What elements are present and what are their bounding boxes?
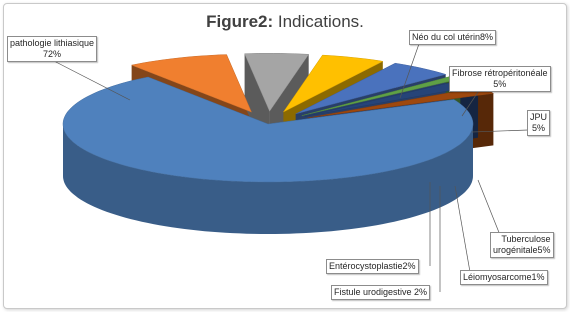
title-prefix: Figure2: [206, 12, 274, 31]
label-neo-du-col-uterin-text: Néo du col utérin8% [412, 32, 494, 42]
label-leiomyosarcome [460, 270, 548, 285]
label-fistule-urodigestive-text: Fistule urodigestive 2% [334, 287, 428, 297]
label-pathologie-lithiasique [7, 36, 97, 62]
label-fistule-urodigestive [331, 285, 430, 300]
leader-line-tuberculose-urogenitale [478, 180, 502, 240]
label-fibrose-retroperitoneale-name: Fibrose rétropéritonéale [452, 68, 548, 78]
label-enterocystoplastie [326, 259, 419, 274]
label-jpu-name: JPU [530, 112, 548, 122]
label-enterocystoplastie-text: Entérocystoplastie2% [329, 261, 416, 271]
label-pathologie-lithiasique-value: 72% [43, 49, 62, 59]
label-neo-du-col-uterin [409, 30, 496, 45]
label-pathologie-lithiasique-name: pathologie lithiasique [10, 38, 95, 48]
leader-line-pathologie-lithiasique [52, 60, 130, 100]
label-tuberculose-urogenitale-name: Tuberculose [501, 234, 551, 244]
label-tuberculose-urogenitale [490, 232, 554, 258]
label-jpu-value: 5% [532, 123, 546, 133]
label-leiomyosarcome-text: Léiomyosarcome1% [463, 272, 545, 282]
label-fibrose-retroperitoneale-value: 5% [493, 79, 507, 89]
leader-line-leiomyosarcome [455, 186, 470, 272]
label-tuberculose-urogenitale-value: urogénitale5% [493, 245, 551, 255]
label-jpu [527, 110, 550, 136]
title-text: Indications. [273, 12, 364, 31]
label-fibrose-retroperitoneale [449, 66, 551, 92]
